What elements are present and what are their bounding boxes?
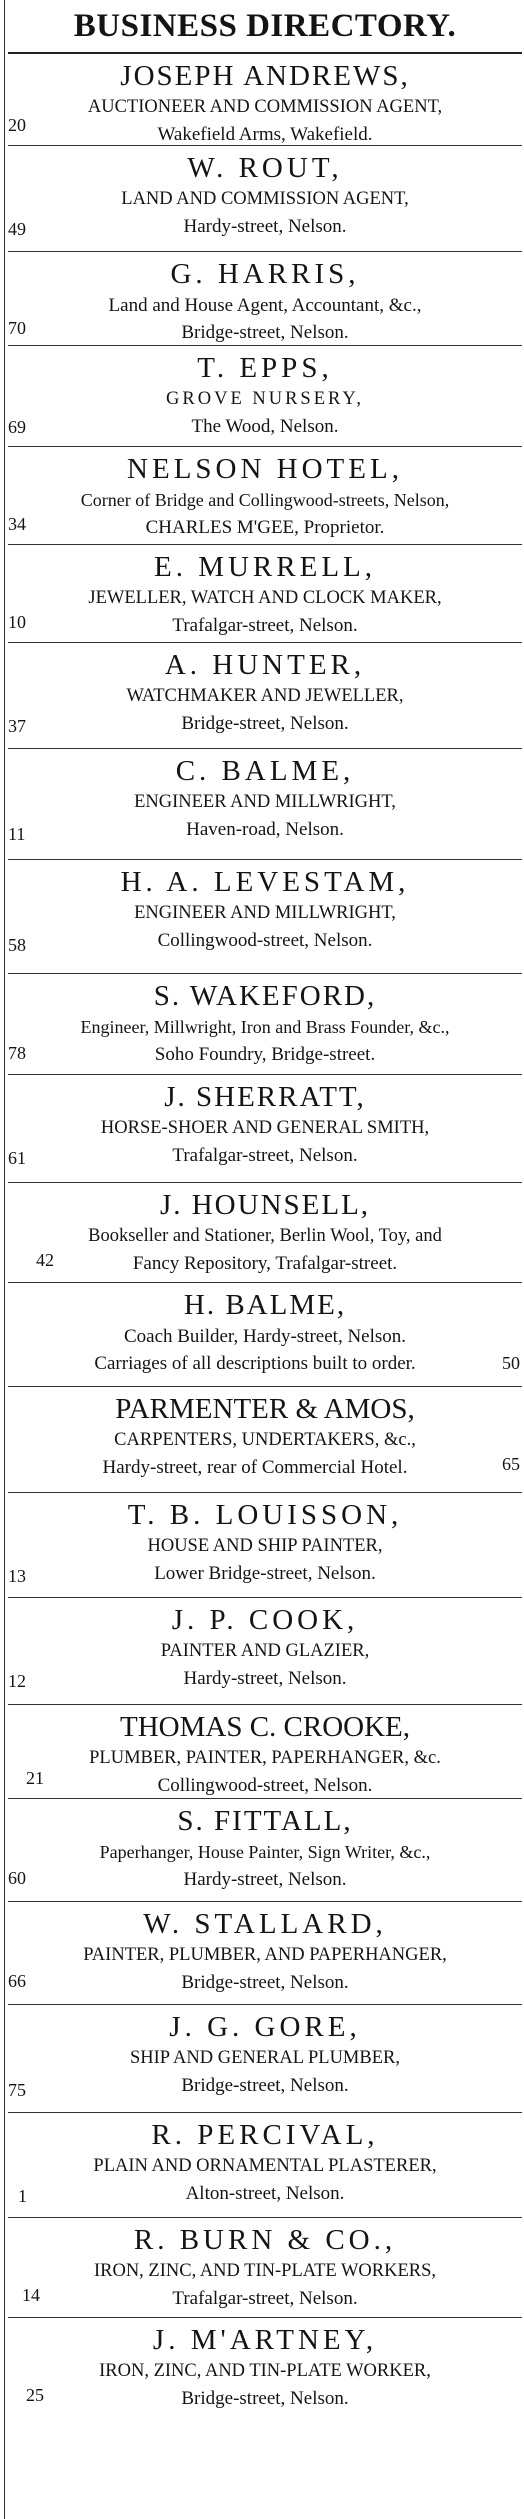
business-name: G. HARRIS,	[170, 258, 360, 290]
business-name: J. P. COOK,	[171, 1604, 359, 1636]
business-name: T. B. LOUISSON,	[127, 1499, 403, 1531]
business-address: Bridge-street, Nelson.	[181, 2075, 349, 2096]
entry-number: 65	[502, 1454, 520, 1474]
business-description: PLAIN AND ORNAMENTAL PLASTERER,	[93, 2156, 437, 2176]
directory-entry	[8, 447, 522, 545]
directory-entry	[8, 1387, 522, 1493]
entry-number: 50	[502, 1353, 520, 1373]
business-description: IRON, ZINC, AND TIN-PLATE WORKERS,	[93, 2261, 437, 2281]
business-description: WATCHMAKER AND JEWELLER,	[126, 686, 404, 706]
business-description: AUCTIONEER AND COMMISSION AGENT,	[87, 97, 443, 117]
directory-entry	[8, 1705, 522, 1799]
business-name: S. FITTALL,	[177, 1805, 353, 1837]
business-description: Land and House Agent, Accountant, &c.,	[108, 295, 422, 316]
entry-number: 14	[22, 2285, 40, 2305]
business-name: J. G. GORE,	[169, 2011, 361, 2043]
directory-entry	[8, 2218, 522, 2318]
business-description: PAINTER, PLUMBER, AND PAPERHANGER,	[83, 1945, 447, 1965]
directory-entry	[8, 1493, 522, 1598]
business-name: W. STALLARD,	[143, 1908, 387, 1940]
business-address: The Wood, Nelson.	[191, 416, 339, 437]
business-name: R. BURN & CO.,	[133, 2224, 397, 2256]
business-name: J. HOUNSELL,	[159, 1189, 371, 1221]
business-name: NELSON HOTEL,	[127, 453, 403, 485]
business-name: C. BALME,	[175, 755, 355, 787]
business-description: LAND AND COMMISSION AGENT,	[121, 189, 409, 209]
business-name: W. ROUT,	[187, 152, 343, 184]
business-name: J. SHERRATT,	[164, 1081, 366, 1113]
business-address: Alton-street, Nelson.	[185, 2183, 345, 2204]
business-address: CHARLES M'GEE, Proprietor.	[145, 517, 385, 538]
entry-number: 12	[8, 1671, 26, 1691]
business-name: JOSEPH ANDREWS,	[120, 60, 410, 92]
business-name: H. BALME,	[183, 1289, 347, 1321]
entry-number: 66	[8, 1971, 26, 1991]
business-name: PARMENTER & AMOS,	[115, 1393, 415, 1425]
business-description: SHIP AND GENERAL PLUMBER,	[130, 2048, 400, 2068]
entry-number: 11	[8, 824, 26, 844]
business-address: Bridge-street, Nelson.	[181, 322, 349, 343]
entry-number: 1	[18, 2186, 27, 2206]
business-address: Collingwood-street, Nelson.	[157, 930, 373, 951]
entry-number: 37	[8, 716, 26, 736]
directory-entry	[8, 54, 522, 146]
business-name: A. HUNTER,	[164, 649, 366, 681]
entry-number: 42	[36, 1250, 54, 1270]
left-border-rule	[4, 0, 5, 2519]
directory-entry	[8, 860, 522, 974]
business-name: E. MURRELL,	[153, 551, 377, 583]
directory-title: BUSINESS DIRECTORY.	[8, 0, 522, 54]
directory-entry	[8, 1902, 522, 2005]
business-name: T. EPPS,	[197, 352, 333, 384]
business-address: Collingwood-street, Nelson.	[157, 1775, 373, 1796]
business-description: ENGINEER AND MILLWRIGHT,	[134, 903, 396, 923]
business-name: J. M'ARTNEY,	[152, 2324, 378, 2356]
business-description: JEWELLER, WATCH AND CLOCK MAKER,	[88, 588, 442, 608]
entry-number: 49	[8, 219, 26, 239]
business-name: H. A. LEVESTAM,	[120, 866, 410, 898]
entry-number: 34	[8, 514, 26, 534]
business-address: Hardy-street, Nelson.	[183, 1869, 347, 1890]
business-name: S. WAKEFORD,	[153, 980, 377, 1012]
business-address: Hardy-street, Nelson.	[183, 216, 347, 237]
entry-number: 75	[8, 2080, 26, 2100]
directory-entry	[8, 643, 522, 749]
business-address: Trafalgar-street, Nelson.	[172, 615, 358, 636]
business-description: IRON, ZINC, AND TIN-PLATE WORKER,	[99, 2361, 431, 2381]
directory-entry	[8, 974, 522, 1075]
business-address: Trafalgar-street, Nelson.	[172, 1145, 358, 1166]
entry-number: 21	[26, 1768, 44, 1788]
directory-entry	[8, 2113, 522, 2218]
business-description: PLUMBER, PAINTER, PAPERHANGER, &c.	[89, 1748, 441, 1768]
business-address: Bridge-street, Nelson.	[181, 713, 349, 734]
directory-entry	[8, 1075, 522, 1183]
business-description: PAINTER AND GLAZIER,	[160, 1641, 370, 1661]
directory-entry	[8, 749, 522, 860]
business-description: Paperhanger, House Painter, Sign Writer, &c.,	[99, 1842, 431, 1862]
directory-entry	[8, 1799, 522, 1902]
business-address: Wakefield Arms, Wakefield.	[157, 124, 373, 145]
directory-entry	[8, 1598, 522, 1705]
business-description: Coach Builder, Hardy-street, Nelson.	[123, 1326, 407, 1347]
business-address: Hardy-street, Nelson.	[183, 1668, 347, 1689]
directory-entry	[8, 1183, 522, 1283]
directory-entry	[8, 2005, 522, 2113]
business-address: Lower Bridge-street, Nelson.	[154, 1563, 376, 1584]
entry-number: 20	[8, 115, 26, 135]
business-address: Haven-road, Nelson.	[186, 819, 344, 840]
directory-entry	[8, 545, 522, 643]
directory-entry	[8, 252, 522, 346]
business-address: Bridge-street, Nelson.	[181, 1972, 349, 1993]
entry-number: 25	[26, 2385, 44, 2405]
business-address: Carriages of all descriptions built to order.	[94, 1353, 416, 1374]
entry-number: 10	[8, 612, 26, 632]
entry-number: 60	[8, 1868, 26, 1888]
business-address: Soho Foundry, Bridge-street.	[154, 1044, 376, 1065]
business-address: Fancy Repository, Trafalgar-street.	[132, 1253, 398, 1274]
business-description: ENGINEER AND MILLWRIGHT,	[134, 792, 396, 812]
directory-entry	[8, 346, 522, 447]
directory-entry	[8, 146, 522, 252]
business-address: Bridge-street, Nelson.	[181, 2388, 349, 2409]
business-description: CARPENTERS, UNDERTAKERS, &c.,	[114, 1430, 416, 1450]
business-address: Trafalgar-street, Nelson.	[172, 2288, 358, 2309]
entry-number: 69	[8, 417, 26, 437]
directory-entry	[8, 1283, 522, 1387]
entry-number: 13	[8, 1566, 26, 1586]
entry-number: 61	[8, 1148, 26, 1168]
directory-entry	[8, 2318, 522, 2423]
business-name: R. PERCIVAL,	[151, 2119, 379, 2151]
business-description: GROVE NURSERY,	[166, 389, 364, 409]
business-description: HOUSE AND SHIP PAINTER,	[147, 1536, 383, 1556]
business-description: Engineer, Millwright, Iron and Brass Founder, &c.,	[80, 1017, 450, 1037]
entry-number: 78	[8, 1043, 26, 1063]
business-description: HORSE-SHOER AND GENERAL SMITH,	[100, 1118, 430, 1138]
entry-number: 58	[8, 935, 26, 955]
business-address: Hardy-street, rear of Commercial Hotel.	[102, 1457, 408, 1478]
business-description: Corner of Bridge and Collingwood-streets, Nelson,	[80, 490, 450, 510]
business-name: THOMAS C. CROOKE,	[119, 1711, 411, 1743]
entry-number: 70	[8, 318, 26, 338]
business-description: Bookseller and Stationer, Berlin Wool, Toy, and	[88, 1226, 442, 1246]
